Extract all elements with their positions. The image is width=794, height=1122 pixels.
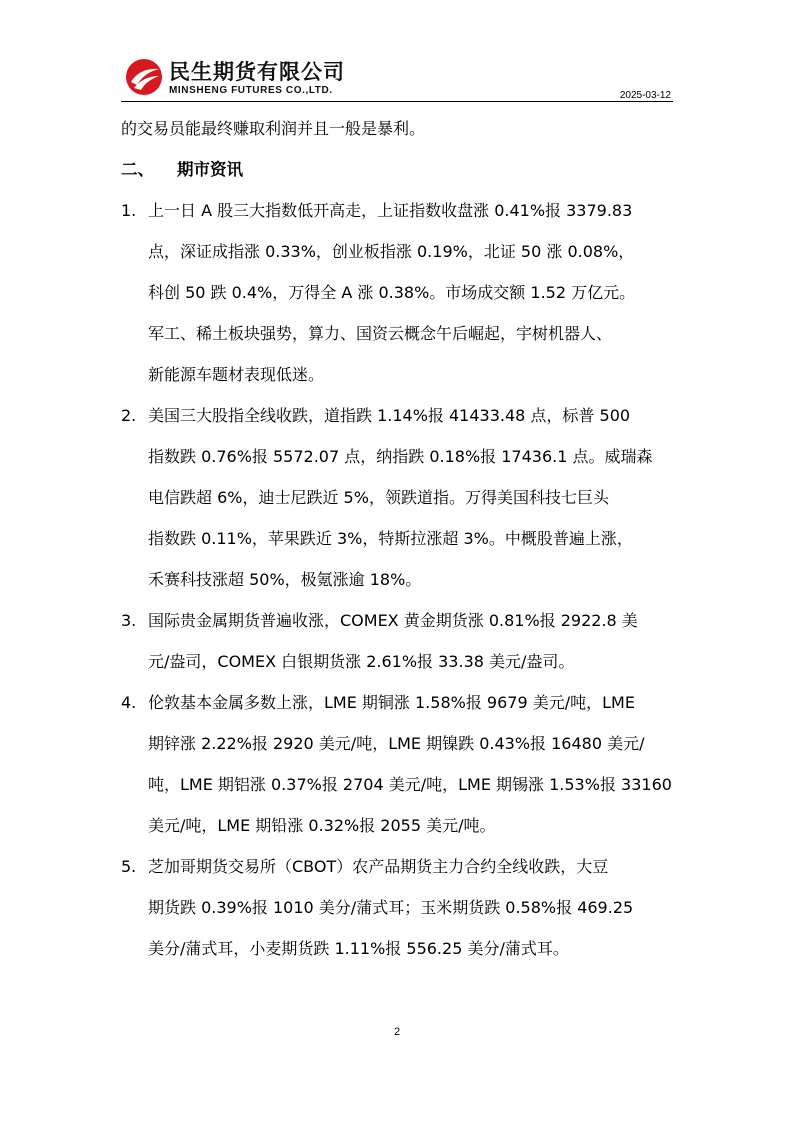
news-item-number: 2. <box>121 406 137 425</box>
news-item-line: 美国三大股指全线收跌，道指跌 1.14%报 41433.48 点，标普 500 <box>148 406 631 425</box>
news-item-number: 1. <box>121 201 137 220</box>
news-item-line: 指数跌 0.11%，苹果跌近 3%，特斯拉涨超 3%。中概股普遍上涨， <box>148 529 633 548</box>
report-date: 2025-03-12 <box>619 90 671 101</box>
section-title: 期市资讯 <box>177 160 243 179</box>
news-item-line: 期锌涨 2.22%报 2920 美元/吨，LME 期镍跌 0.43%报 16480 美元/ <box>148 734 645 753</box>
header-divider <box>121 101 673 102</box>
document-body <box>121 108 676 969</box>
news-item-line: 元/盎司，COMEX 白银期货涨 2.61%报 33.38 美元/盎司。 <box>148 652 575 671</box>
news-item-number: 4. <box>121 693 137 712</box>
news-item-line: 军工、稀土板块强势，算力、国资云概念午后崛起，宇树机器人、 <box>148 324 613 343</box>
news-item-line: 美分/蒲式耳，小麦期货跌 1.11%报 556.25 美分/蒲式耳。 <box>148 939 569 958</box>
news-item-number: 3. <box>121 611 137 630</box>
continued-paragraph: 的交易员能最终赚取利润并且一般是暴利。 <box>121 119 426 138</box>
news-item <box>121 682 676 846</box>
news-list <box>121 190 676 969</box>
minsheng-logo-icon <box>125 58 163 96</box>
news-item-line: 指数跌 0.76%报 5572.07 点，纳指跌 0.18%报 17436.1 点。威瑞森 <box>148 447 653 466</box>
news-item-line: 期货跌 0.39%报 1010 美分/蒲式耳；玉米期货跌 0.58%报 469.25 <box>148 898 634 917</box>
news-item-line: 点，深证成指涨 0.33%，创业板指涨 0.19%，北证 50 涨 0.08%， <box>148 242 635 261</box>
news-item <box>121 190 676 395</box>
news-item <box>121 846 676 969</box>
news-item <box>121 600 676 682</box>
news-item <box>121 395 676 600</box>
news-item-line: 禾赛科技涨超 50%，极氪涨逾 18%。 <box>148 570 422 589</box>
news-item-line: 美元/吨，LME 期铅涨 0.32%报 2055 美元/吨。 <box>148 816 496 835</box>
news-item-line: 芝加哥期货交易所（CBOT）农产品期货主力合约全线收跌，大豆 <box>148 857 609 876</box>
section-number: 二、 <box>121 160 154 179</box>
page-header <box>121 54 673 102</box>
page-number: 2 <box>393 1026 401 1038</box>
news-item-line: 国际贵金属期货普遍收涨，COMEX 黄金期货涨 0.81%报 2922.8 美 <box>148 611 638 630</box>
news-item-line: 上一日 A 股三大指数低开高走，上证指数收盘涨 0.41%报 3379.83 <box>148 201 633 220</box>
company-name: 民生期货有限公司 <box>169 60 345 84</box>
news-item-line: 电信跌超 6%，迪士尼跌近 5%，领跌道指。万得美国科技七巨头 <box>148 488 609 507</box>
news-item-line: 吨，LME 期铝涨 0.37%报 2704 美元/吨，LME 期锡涨 1.53%报 33160 <box>148 775 672 794</box>
news-item-line: 新能源车题材表现低迷。 <box>148 365 325 384</box>
news-item-line: 科创 50 跌 0.4%，万得全 A 涨 0.38%。市场成交额 1.52 万亿元。 <box>148 283 636 302</box>
section-heading <box>121 149 676 190</box>
news-item-line: 伦敦基本金属多数上涨，LME 期铜涨 1.58%报 9679 美元/吨，LME <box>148 693 635 712</box>
company-name-english: MINSHENG FUTURES CO.,LTD. <box>169 85 333 96</box>
news-item-number: 5. <box>121 857 137 876</box>
